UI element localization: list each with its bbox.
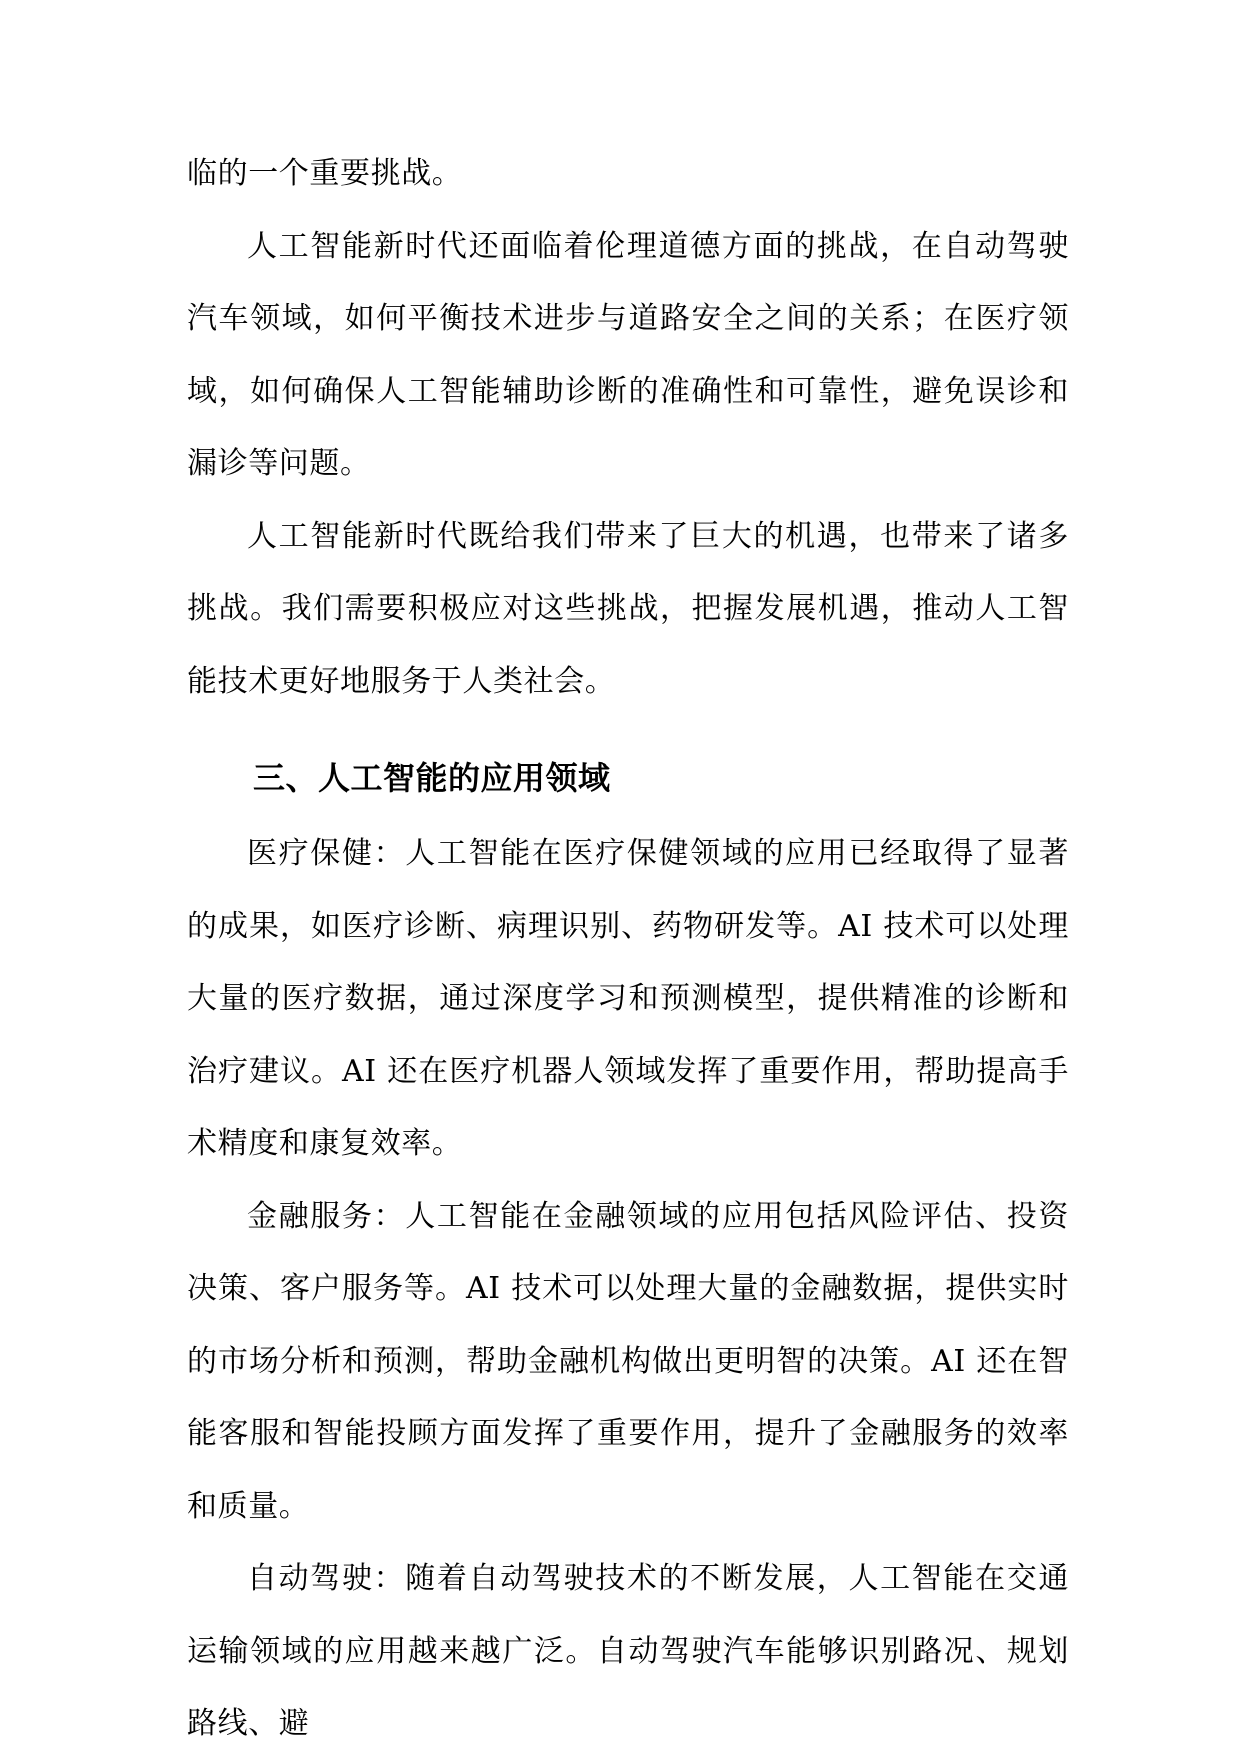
document-body (187, 138, 1069, 1761)
paragraph-healthcare: 医疗保健：人工智能在医疗保健领域的应用已经取得了显著的成果，如医疗诊断、病理识别、药物研发等。AI 技术可以处理大量的医疗数据，通过深度学习和预测模型，提供精准的诊断和治疗建议。AI 还在医疗机器人领域发挥了重要作用，帮助提高手术精度和康复效率。 (187, 836, 1069, 1161)
paragraph-continuation: 临的一个重要挑战。 (187, 156, 463, 191)
paragraph-ethics-challenge: 人工智能新时代还面临着伦理道德方面的挑战，在自动驾驶汽车领域，如何平衡技术进步与道路安全之间的关系；在医疗领域，如何确保人工智能辅助诊断的准确性和可靠性，避免误诊和漏诊等问题。 (187, 228, 1069, 481)
paragraph-autonomous-driving: 自动驾驶：随着自动驾驶技术的不断发展，人工智能在交通运输领域的应用越来越广泛。自动驾驶汽车能够识别路况、规划路线、避 (187, 1561, 1069, 1741)
paragraph-opportunities-challenges: 人工智能新时代既给我们带来了巨大的机遇，也带来了诸多挑战。我们需要积极应对这些挑战，把握发展机遇，推动人工智能技术更好地服务于人类社会。 (187, 518, 1069, 699)
section-heading: 三、人工智能的应用领域 (253, 759, 611, 797)
paragraph-finance: 金融服务：人工智能在金融领域的应用包括风险评估、投资决策、客户服务等。AI 技术可以处理大量的金融数据，提供实时的市场分析和预测，帮助金融机构做出更明智的决策。AI 还在智能客服和智能投顾方面发挥了重要作用，提升了金融服务的效率和质量。 (187, 1198, 1069, 1524)
